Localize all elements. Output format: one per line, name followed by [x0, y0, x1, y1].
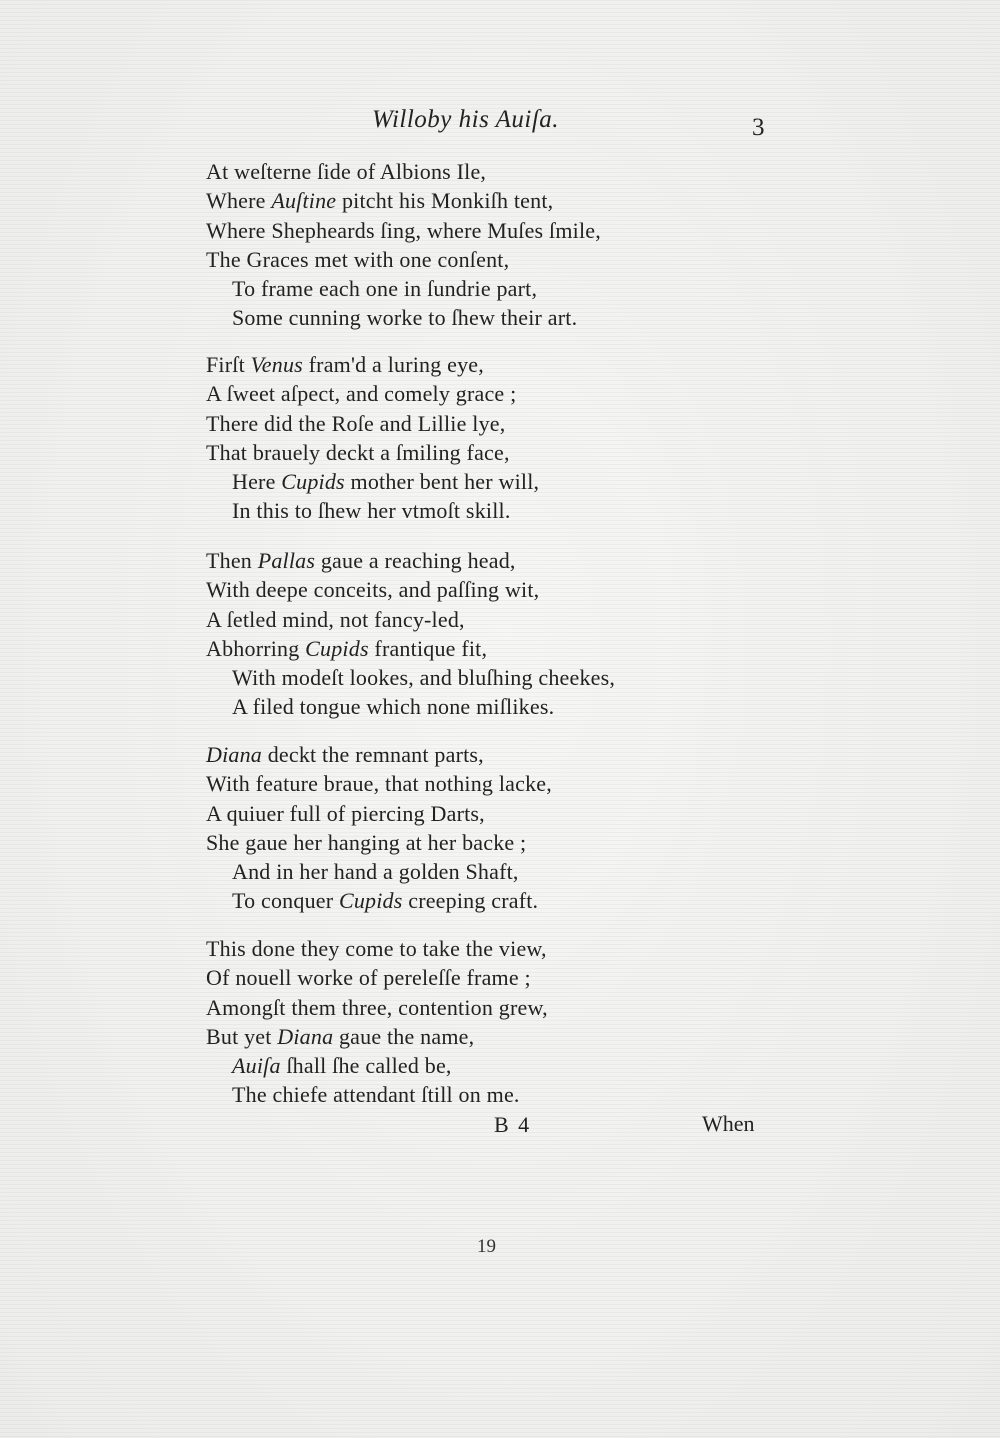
verse-text: fram'd a luring eye, [302, 352, 484, 377]
italic-name: Venus [250, 352, 303, 377]
verse-text: With feature braue, that nothing lacke, [206, 771, 552, 797]
stanza [206, 740, 552, 916]
verse-line [206, 663, 615, 692]
verse-line [206, 216, 601, 245]
stanza [206, 350, 539, 526]
verse-text: A ſweet aſpect, and comely grace ; [206, 381, 517, 407]
verse-line [206, 1022, 548, 1051]
verse-text: Of nouell worke of pereleſſe frame ; [206, 965, 531, 991]
catchword: When [702, 1111, 755, 1136]
verse-line [206, 157, 601, 186]
italic-name: Cupids [281, 469, 345, 495]
verse-line [206, 438, 539, 467]
verse-line [206, 409, 539, 438]
running-title: Willoby his Auiſa. [372, 106, 560, 133]
verse-line [206, 274, 601, 303]
verse-text: frantique fit, [368, 635, 488, 661]
verse-line [206, 303, 601, 332]
verse-text: Abhorring [206, 635, 306, 661]
italic-name: Diana [277, 1023, 334, 1049]
stanza [206, 934, 548, 1110]
italic-name: Cupids [305, 635, 369, 661]
verse-text: Some cunning worke to ſhew their art. [232, 305, 578, 331]
verse-text: At weſterne ſide of Albions Ile, [206, 159, 487, 184]
verse-line [206, 1051, 548, 1080]
italic-name: Cupids [338, 888, 403, 914]
verse-text: Where [206, 188, 272, 214]
verse-text: creeping craft. [402, 888, 539, 914]
verse-text: pitcht his Monkiſh tent, [336, 188, 554, 214]
verse-line [206, 245, 601, 274]
verse-line [206, 186, 601, 215]
verse-text: deckt the remnant parts, [262, 742, 484, 767]
verse-text: Then [206, 548, 258, 573]
verse-text: That brauely deckt a ſmiling face, [206, 439, 510, 465]
verse-text: A filed tongue which none miſlikes. [232, 694, 555, 720]
verse-text: And in her hand a golden Shaft, [232, 859, 519, 885]
folio-number: 19 [477, 1236, 496, 1257]
verse-line [206, 605, 615, 634]
italic-name: Auiſa [232, 1053, 281, 1079]
verse-line [206, 692, 615, 721]
verse-text: Firſt [206, 352, 251, 377]
verse-line [206, 496, 539, 525]
verse-line [206, 634, 615, 663]
verse-line [206, 467, 539, 496]
page-number: 3 [752, 114, 765, 141]
verse-line [206, 963, 548, 992]
italic-name: Pallas [257, 548, 316, 573]
verse-text: With modeſt lookes, and bluſhing cheekes, [232, 665, 616, 691]
verse-line [206, 350, 539, 379]
verse-text: Here [232, 469, 282, 495]
verse-line [206, 934, 548, 963]
verse-line [206, 379, 539, 408]
verse-line [206, 546, 615, 575]
stanza [206, 546, 615, 722]
verse-text: Where Shepheards ſing, where Muſes ſmile, [206, 217, 601, 243]
verse-text: ſhall ſhe called be, [280, 1053, 452, 1079]
verse-line [206, 769, 552, 798]
verse-text: But yet [206, 1023, 278, 1049]
verse-line [206, 575, 615, 604]
verse-text: gaue a reaching head, [315, 548, 516, 573]
verse-text: A ſetled mind, not fancy-led, [206, 606, 465, 632]
stanza [206, 157, 601, 333]
verse-text: There did the Roſe and Lillie lye, [206, 410, 506, 436]
verse-text: gaue the name, [333, 1023, 475, 1049]
signature-mark: B 4 [494, 1112, 532, 1137]
verse-text: This done they come to take the view, [206, 936, 547, 961]
verse-line [206, 828, 552, 857]
verse-line [206, 886, 552, 915]
verse-text: In this to ſhew her vtmoſt skill. [232, 498, 511, 524]
verse-text: To frame each one in ſundrie part, [232, 276, 538, 302]
verse-text: The chiefe attendant ſtill on me. [232, 1082, 520, 1108]
verse-text: mother bent her will, [344, 469, 540, 495]
verse-text: Amongſt them three, contention grew, [206, 994, 548, 1020]
verse-line [206, 1080, 548, 1109]
verse-line [206, 993, 548, 1022]
verse-text: A quiuer full of piercing Darts, [206, 800, 485, 826]
italic-name: Auſtine [271, 188, 337, 214]
verse-text: The Graces met with one conſent, [206, 246, 510, 272]
verse-text: To conquer [232, 888, 339, 914]
verse-text: With deepe conceits, and paſſing wit, [206, 577, 540, 603]
verse-line [206, 740, 552, 769]
italic-name: Diana [206, 742, 262, 767]
verse-line [206, 857, 552, 886]
verse-text: She gaue her hanging at her backe ; [206, 829, 527, 855]
verse-line [206, 799, 552, 828]
